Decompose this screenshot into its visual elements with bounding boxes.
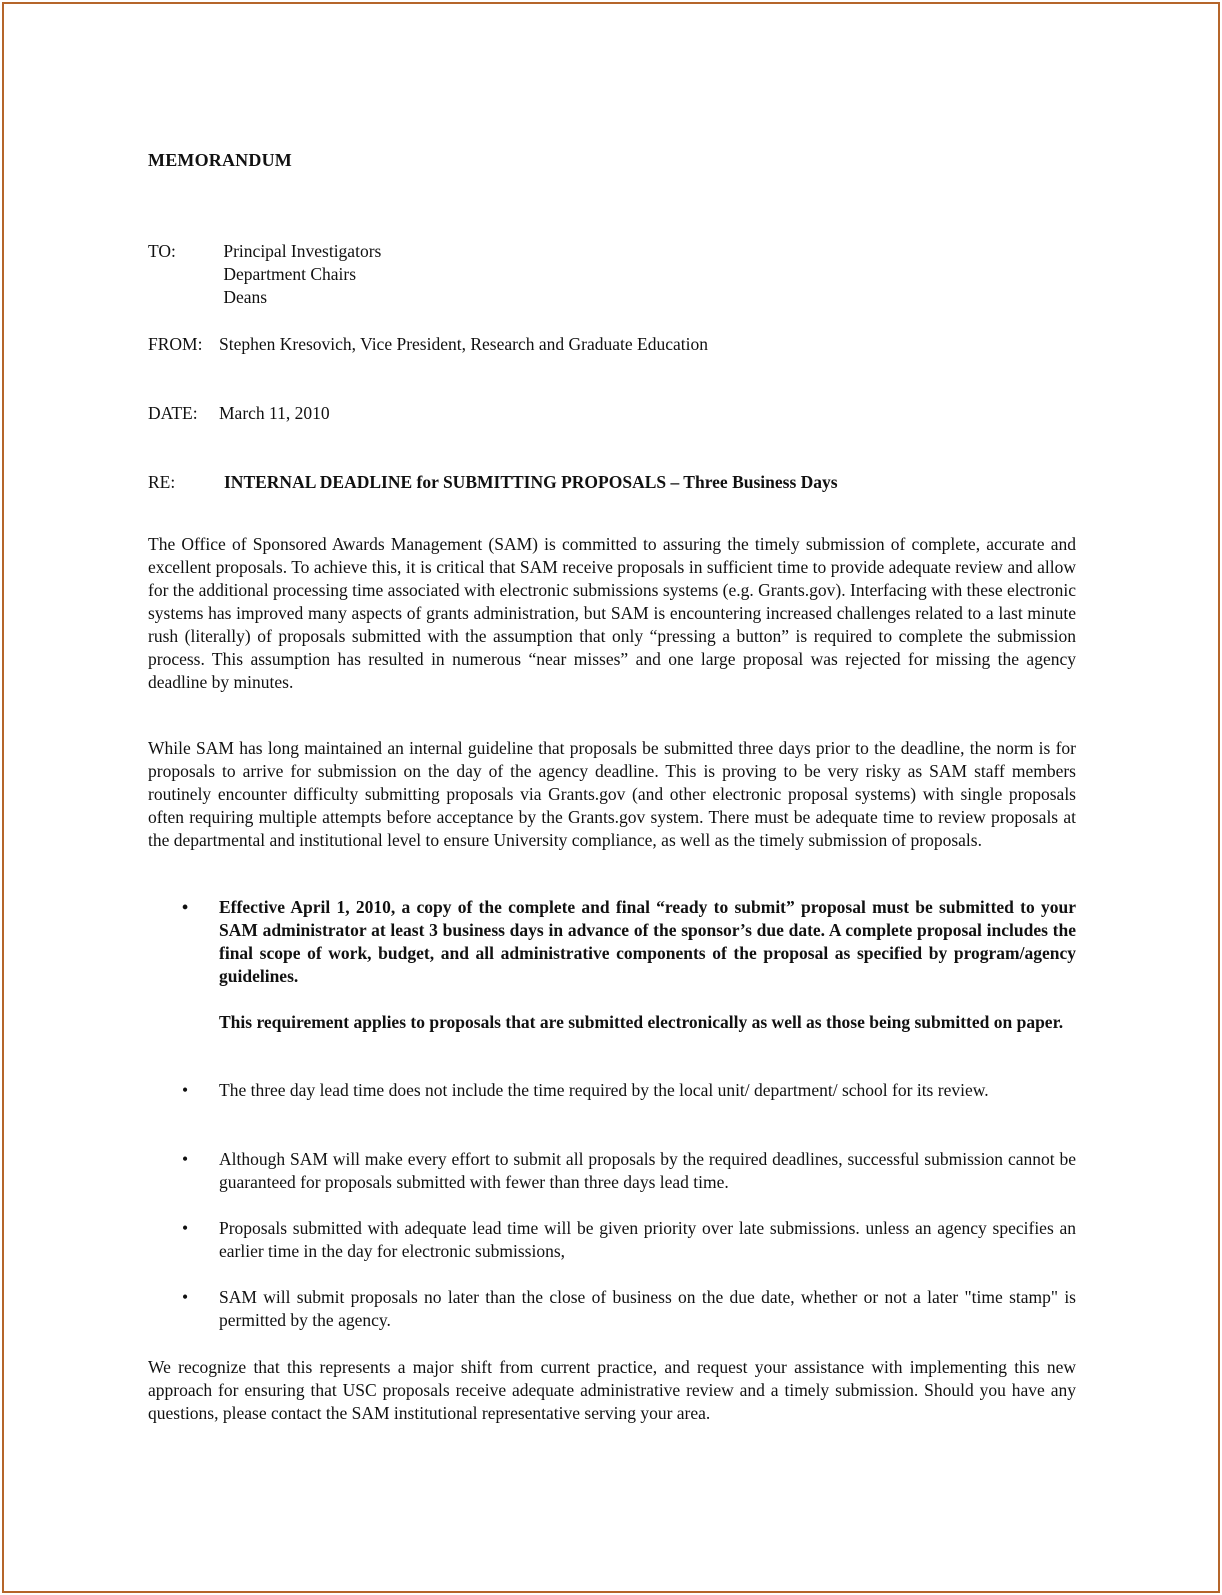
subject-line	[148, 471, 838, 494]
bullet-3-text: Although SAM will make every effort to submit all proposals by the required deadlines, successful submission cannot be guaranteed for proposals submitted with fewer than three days lead time.	[219, 1149, 1076, 1192]
date-line	[148, 402, 330, 425]
bullet-1-sub-text: This requirement applies to proposals that are submitted electronically as well as those being submitted on paper.	[219, 1012, 1064, 1032]
to-block	[148, 240, 381, 309]
bullet-list-item-3	[148, 1148, 1076, 1194]
recipient: Principal Investigators	[223, 241, 382, 261]
recipient: Deans	[223, 287, 268, 307]
bullet-4-text: Proposals submitted with adequate lead time will be given priority over late submissions. unless an agency specifies an earlier time in the day for electronic submissions,	[219, 1218, 1076, 1261]
recipient: Department Chairs	[223, 264, 357, 284]
bullet-1-main-text: Effective April 1, 2010, a copy of the complete and final “ready to submit” proposal must be submitted to your SAM administrator at least 3 business days in advance of the sponsor’s due date. A complete proposal includes the final scope of work, budget, and all administrative components of the proposal as specified by program/agency guidelines.	[219, 897, 1076, 986]
bullet-2-text: The three day lead time does not include the time required by the local unit/ department/ school for its review.	[219, 1080, 989, 1100]
date-value: March 11, 2010	[219, 403, 330, 423]
bullet-icon: •	[182, 1149, 189, 1169]
bullet-list-item-5	[148, 1286, 1076, 1332]
re-label: RE:	[148, 472, 176, 492]
from-value: Stephen Kresovich, Vice President, Research and Graduate Education	[219, 334, 708, 354]
from-line	[148, 333, 708, 356]
memo-heading: MEMORANDUM	[148, 150, 292, 170]
from-label: FROM:	[148, 334, 203, 354]
bullet-list-item-1	[148, 896, 1076, 1034]
to-recipients	[223, 240, 381, 309]
to-label: TO:	[148, 241, 176, 261]
bullet-icon: •	[182, 1080, 189, 1100]
closing-paragraph: We recognize that this represents a major shift from current practice, and request your assistance with implementing this new approach for ensuring that USC proposals receive adequate administrative review and a timely submission. Should you have any questions, please contact the SAM institutional representative serving your area.	[148, 1357, 1076, 1423]
bullet-list-item-4	[148, 1217, 1076, 1263]
bullet-list-item-2	[148, 1079, 1076, 1102]
bullet-icon: •	[182, 1287, 189, 1307]
body-paragraph-1: The Office of Sponsored Awards Management (SAM) is committed to assuring the timely submission of complete, accurate and excellent proposals. To achieve this, it is critical that SAM receive proposals in sufficient time to provide adequate review and allow for the additional processing time associated with electronic submissions systems (e.g. Grants.gov). Interfacing with these electronic systems has improved many aspects of grants administration, but SAM is encountering increased challenges related to a last minute rush (literally) of proposals submitted with the assumption that only “pressing a button” is required to complete the submission process. This assumption has resulted in numerous “near misses” and one large proposal was rejected for missing the agency deadline by minutes.	[148, 534, 1076, 692]
bullet-5-text: SAM will submit proposals no later than the close of business on the due date, whether or not a later "time stamp" is permitted by the agency.	[219, 1287, 1076, 1330]
date-label: DATE:	[148, 403, 198, 423]
body-paragraph-2: While SAM has long maintained an internal guideline that proposals be submitted three days prior to the deadline, the norm is for proposals to arrive for submission on the day of the agency deadline. This is proving to be very risky as SAM staff members routinely encounter difficulty submitting proposals via Grants.gov (and other electronic proposal systems) with single proposals often requiring multiple attempts before acceptance by the Grants.gov system. There must be adequate time to review proposals at the departmental and institutional level to ensure University compliance, as well as the timely submission of proposals.	[148, 738, 1076, 850]
bullet-icon: •	[182, 897, 189, 917]
re-subject: INTERNAL DEADLINE for SUBMITTING PROPOSALS – Three Business Days	[224, 472, 838, 492]
bullet-icon: •	[182, 1218, 189, 1238]
